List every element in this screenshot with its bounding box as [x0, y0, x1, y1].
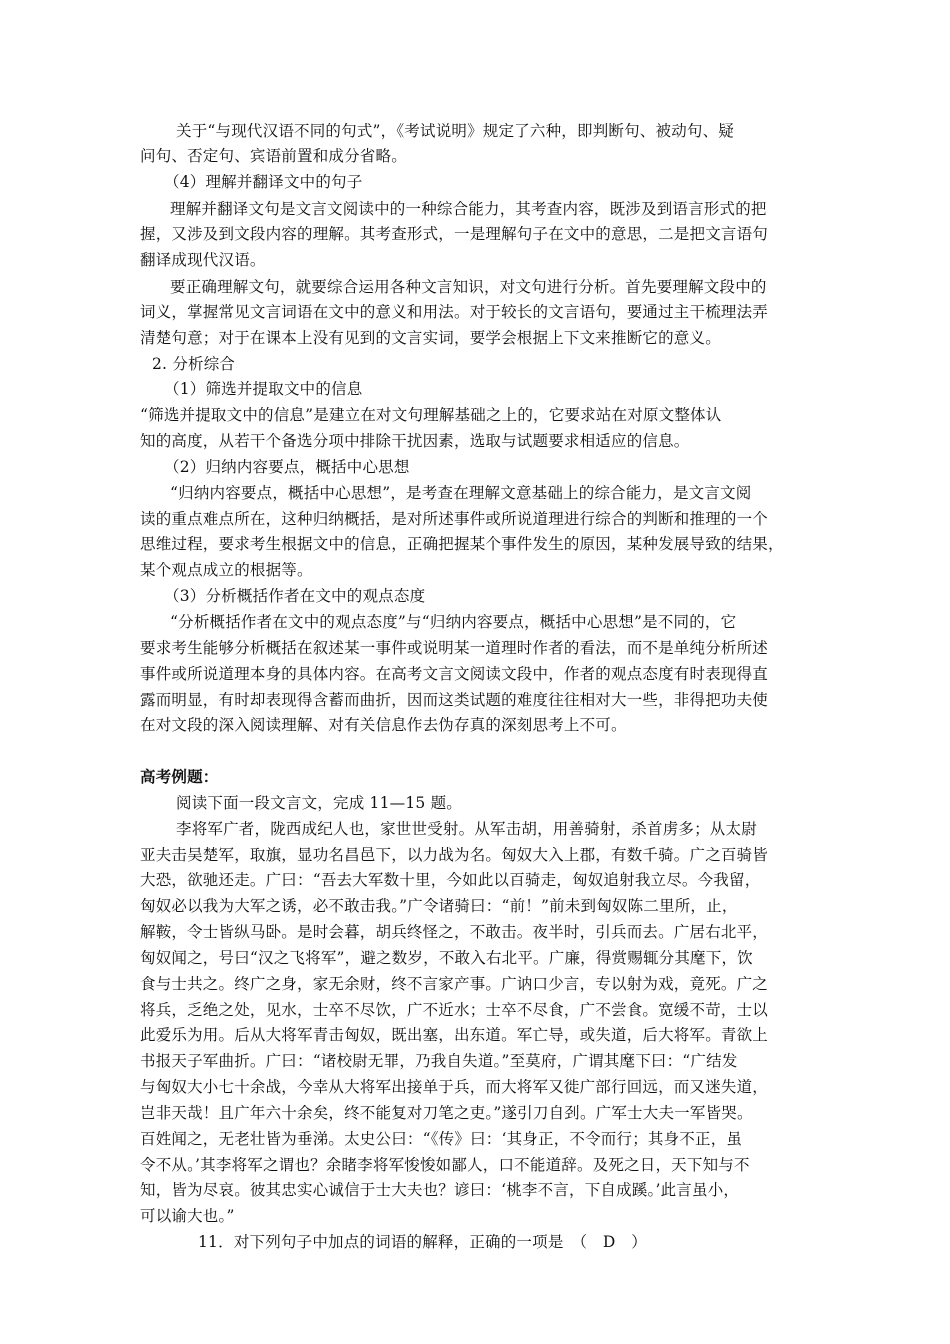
subsection-heading: （2）归纳内容要点，概括中心思想 — [164, 458, 410, 476]
passage-line: 亚夫击吴楚军，取旗，显功名昌邑下，以力战为名。匈奴大入上郡，有数千骑。广之百骑皆 — [140, 846, 769, 864]
example-heading: 高考例题： — [140, 768, 219, 786]
paragraph-line: 词义，掌握常见文言词语在文中的意义和用法。对于较长的文言语句，要通过主干梳理法弄 — [140, 303, 769, 321]
passage-line: 百姓闻之，无老壮皆为垂涕。太史公曰：“《传》曰：‘其身正，不令而行；其身不正，虽 — [140, 1130, 743, 1148]
paragraph-line: 问句、否定句、宾语前置和成分省略。 — [140, 147, 407, 165]
paragraph-line: “分析概括作者在文中的观点态度”与“归纳内容要点，概括中心思想”是不同的，它 — [170, 613, 737, 631]
passage-line: 此爱乐为用。后从大将军青击匈奴，既出塞，出东道。军亡导，或失道，后大将军。青欲上 — [140, 1026, 769, 1044]
subsection-heading: （4）理解并翻译文中的句子 — [164, 173, 363, 191]
passage-line: 匈奴闻之，号曰“汉之飞将军”，避之数岁，不敢入右北平。广廉，得赏赐辄分其麾下，饮 — [140, 949, 753, 967]
instruction-line: 阅读下面一段文言文，完成 11—15 题。 — [176, 794, 463, 812]
passage-line: 食与士共之。终广之身，家无余财，终不言家产事。广讷口少言，专以射为戏，竟死。广之 — [140, 975, 769, 993]
passage-line: 李将军广者，陇西成纪人也，家世世受射。从军击胡，用善骑射，杀首虏多；从太尉 — [176, 820, 757, 838]
paragraph-line: 关于“与现代汉语不同的句式”，《考试说明》规定了六种，即判断句、被动句、疑 — [176, 122, 735, 140]
paragraph-line: 思维过程，要求考生根据文中的信息，正确把握某个事件发生的原因，某种发展导致的结果， — [140, 535, 784, 553]
paragraph-line: 清楚句意；对于在课本上没有见到的文言实词，要学会根据上下文来推断它的意义。 — [140, 329, 721, 347]
question-line: 11．对下列句子中加点的词语的解释，正确的一项是 （ D ） — [198, 1233, 647, 1251]
section-heading: 2. 分析综合 — [152, 355, 236, 373]
passage-line: 解鞍，令士皆纵马卧。是时会暮，胡兵终怪之，不敢击。夜半时，引兵而去。广居右北平， — [140, 923, 769, 941]
paragraph-line: 某个观点成立的根据等。 — [140, 561, 313, 579]
subsection-heading: （3）分析概括作者在文中的观点态度 — [164, 587, 426, 605]
paragraph-line: 在对文段的深入阅读理解、对有关信息作去伪存真的深刻思考上不可。 — [140, 716, 627, 734]
paragraph-line: 握，又涉及到文段内容的理解。其考查形式，一是理解句子在文中的意思，二是把文言语句 — [140, 225, 769, 243]
passage-line: 匈奴必以我为大军之诱，必不敢击我。”广令诸骑曰：“前！”前未到匈奴陈二里所，止， — [140, 897, 738, 915]
paragraph-line: 露而明显，有时却表现得含蓄而曲折，因而这类试题的难度往往相对大一些，非得把功夫使 — [140, 691, 769, 709]
paragraph-line: 知的高度，从若干个备选分项中排除干扰因素，选取与试题要求相适应的信息。 — [140, 432, 690, 450]
passage-line: 岂非天哉！且广年六十余矣，终不能复对刀笔之吏。”遂引刀自刭。广军士大夫一军皆哭。 — [140, 1104, 753, 1122]
paragraph-line: 要正确理解文句，就要综合运用各种文言知识，对文句进行分析。首先要理解文段中的 — [170, 278, 767, 296]
passage-line: 将兵，乏绝之处，见水，士卒不尽饮，广不近水；士卒不尽食，广不尝食。宽缓不苛，士以 — [140, 1001, 769, 1019]
passage-line: 令不从。’其李将军之谓也？余睹李将军悛悛如鄙人，口不能道辞。及死之日，天下知与不 — [140, 1156, 750, 1174]
paragraph-line: “筛选并提取文中的信息”是建立在对文句理解基础之上的，它要求站在对原文整体认 — [140, 406, 722, 424]
subsection-heading: （1）筛选并提取文中的信息 — [164, 380, 363, 398]
paragraph-line: 读的重点难点所在，这种归纳概括，是对所述事件或所说道理进行综合的判断和推理的一个 — [140, 510, 769, 528]
paragraph-line: 理解并翻译文句是文言文阅读中的一种综合能力，其考查内容，既涉及到语言形式的把 — [170, 200, 767, 218]
passage-line: 书报天子军曲折。广曰：“诸校尉无罪，乃我自失道。”至莫府，广谓其麾下曰：“广结发 — [140, 1052, 738, 1070]
paragraph-line: “归纳内容要点，概括中心思想”，是考查在理解文意基础上的综合能力，是文言文阅 — [170, 484, 752, 502]
passage-line: 大恐，欲驰还走。广曰：“吾去大军数十里，今如此以百骑走，匈奴追射我立尽。今我留， — [140, 871, 761, 889]
passage-line: 与匈奴大小七十余战，今幸从大将军出接单于兵，而大将军又徙广部行回远，而又迷失道， — [140, 1078, 769, 1096]
passage-line: 知，皆为尽哀。彼其忠实心诚信于士大夫也？谚曰：‘桃李不言，下自成蹊。’此言虽小， — [140, 1181, 740, 1199]
paragraph-line: 要求考生能够分析概括在叙述某一事件或说明某一道理时作者的看法，而不是单纯分析所述 — [140, 639, 769, 657]
paragraph-line: 事件或所说道理本身的具体内容。在高考文言文阅读文段中，作者的观点态度有时表现得直 — [140, 665, 769, 683]
passage-line: 可以谕大也。” — [140, 1207, 235, 1225]
paragraph-line: 翻译成现代汉语。 — [140, 251, 266, 269]
